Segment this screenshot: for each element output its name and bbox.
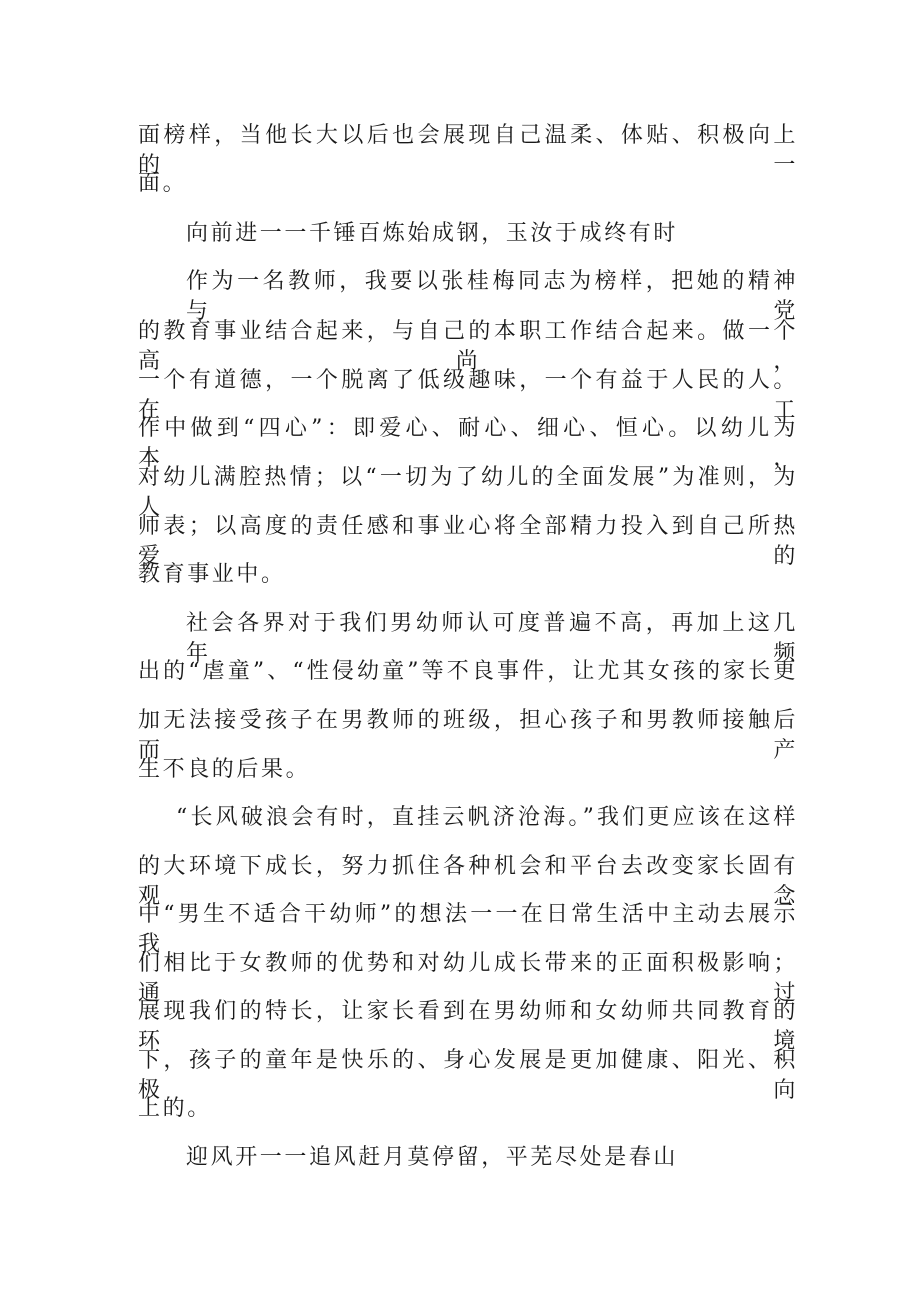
- paragraph-line: 生不良的后果。: [138, 757, 311, 782]
- paragraph-line: 下，孩子的童年是快乐的、身心发展是更加健康、阳光、积极向: [138, 1048, 798, 1103]
- section-heading: 向前进一一千锤百炼始成钢，玉汝于成终有时: [186, 221, 679, 246]
- paragraph-line: 面。: [138, 171, 188, 196]
- paragraph-line: 对幼儿满腔热情；以“一切为了幼儿的全面发展”为准则，为人: [138, 465, 798, 520]
- paragraph-line: 作中做到“四心”：即爱心、耐心、细心、恒心。以幼儿为本，: [138, 416, 798, 471]
- paragraph-line: 加无法接受孩子在男教师的班级，担心孩子和男教师接触后而产: [138, 708, 798, 763]
- paragraph-line: 社会各界对于我们男幼师认可度普遍不高，再加上这几年频: [186, 611, 798, 666]
- paragraph-line: 的教育事业结合起来，与自己的本职工作结合起来。做一个高尚，: [138, 319, 798, 374]
- paragraph-line: 面榜样，当他长大以后也会展现自己温柔、体贴、积极向上的一: [138, 123, 798, 178]
- paragraph-line: 上的。: [138, 1096, 212, 1121]
- paragraph-line: 作为一名教师，我要以张桂梅同志为榜样，把她的精神与党: [186, 269, 798, 324]
- section-heading: 迎风开一一追风赶月莫停留，平芜尽处是春山: [186, 1145, 679, 1170]
- paragraph-line: 一个有道德，一个脱离了低级趣味，一个有益于人民的人。在工: [138, 368, 798, 423]
- paragraph-line: 的大环境下成长，努力抓住各种机会和平台去改变家长固有观念: [138, 854, 798, 909]
- paragraph-line: “长风破浪会有时，直挂云帆济沧海。”我们更应该在这样: [176, 805, 798, 830]
- paragraph-line: 出的“虐童”、“性侵幼童”等不良事件，让尤其女孩的家长更: [138, 659, 798, 684]
- paragraph-line: 展现我们的特长，让家长看到在男幼师和女幼师共同教育的环境: [138, 999, 798, 1054]
- paragraph-line: 师表；以高度的责任感和事业心将全部精力投入到自己所热爱的: [138, 514, 798, 569]
- paragraph-line: 教育事业中。: [138, 562, 286, 587]
- paragraph-line: 们相比于女教师的优势和对幼儿成长带来的正面积极影响；通过: [138, 951, 798, 1006]
- paragraph-line: 中“男生不适合干幼师”的想法一一在日常生活中主动去展示我: [138, 902, 798, 957]
